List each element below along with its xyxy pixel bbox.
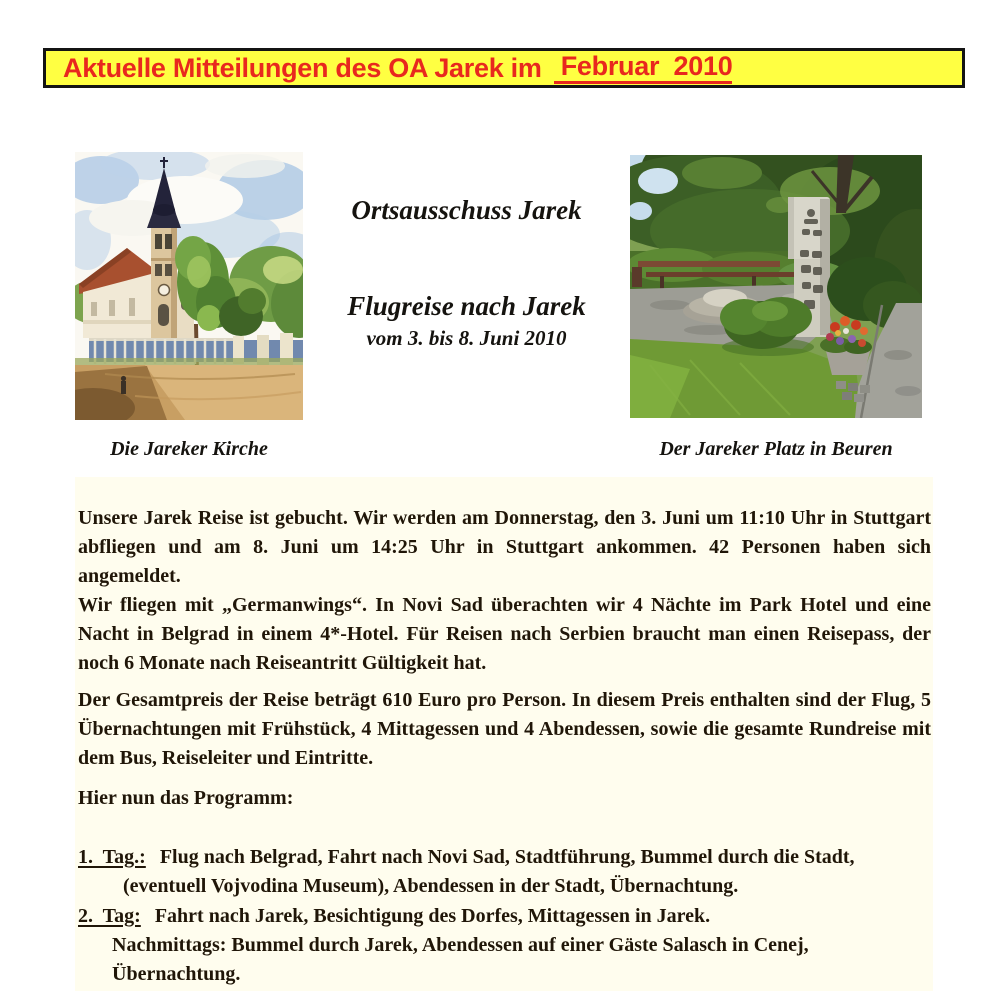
trip-dates: vom 3. bis 8. Juni 2010 xyxy=(366,326,567,350)
org-title: Ortsausschuss Jarek xyxy=(351,195,582,225)
banner-month-underlined: Februar 2010 xyxy=(554,52,733,83)
program-day-1-line2: (eventuell Vojvodina Museum), Abendessen in der Stadt, Übernachtung. xyxy=(123,875,739,897)
program-day-2-text: Fahrt nach Jarek, Besichtigung des Dorfes, Mittagessen in Jarek. xyxy=(154,905,711,927)
fence xyxy=(75,333,303,367)
program-day-2-line1 xyxy=(78,902,931,931)
platz-photo-image xyxy=(630,155,922,418)
program-day-1-label: 1. Tag.: xyxy=(78,846,146,868)
church-watercolor-image xyxy=(75,152,303,420)
center-headings xyxy=(303,152,630,420)
program-day-2-line2: Nachmittags: Bummel durch Jarek, Abendessen auf einer Gäste Salasch in Cenej, xyxy=(112,934,809,956)
caption-left: Die Jareker Kirche xyxy=(110,438,268,460)
intro-paragraph xyxy=(78,504,931,678)
intro-paragraph-part1: Unsere Jarek Reise ist gebucht. Wir werden am Donnerstag, den 3. Juni um 11:10 Uhr in Stuttgart abfliegen und am 8. Juni um 14:25 Uhr in Stuttgart ankommen. 42 Personen haben sich angemeldet. xyxy=(78,507,931,587)
trip-title: Flugreise nach Jarek xyxy=(347,291,586,321)
church-tower xyxy=(149,222,179,340)
pricing-paragraph: Der Gesamtpreis der Reise beträgt 610 Euro pro Person. In diesem Preis enthalten sind der Flug, 5 Übernachtungen mit Frühstück, 4 Mittagessen und 4 Abendessen, sowie die gesamte Rundreise mit dem Bus, Reiseleiter und Eintritte. xyxy=(78,689,931,769)
walking-figure xyxy=(121,376,126,394)
newsletter-title-banner xyxy=(43,48,965,88)
intro-paragraph-part2: Wir fliegen mit „Germanwings“. In Novi Sad überachten wir 4 Nächte im Park Hotel und eine Nacht in Belgrad in einem 4*-Hotel. Für Reisen nach Serbien braucht man einen Reisepass, der noch 6 Monate nach Reiseantritt Gültigkeit hat. xyxy=(78,594,931,674)
program-day-1-line1 xyxy=(78,843,931,872)
program-day-1 xyxy=(78,843,931,901)
program-day-1-text: Flug nach Belgrad, Fahrt nach Novi Sad, Stadtführung, Bummel durch die Stadt, xyxy=(159,846,855,868)
program-day-2-line3: Übernachtung. xyxy=(112,963,241,985)
program-day-2 xyxy=(78,902,931,989)
program-heading: Hier nun das Programm: xyxy=(78,787,294,809)
church-watercolor-svg xyxy=(75,152,303,420)
program-day-2-label: 2. Tag: xyxy=(78,905,141,927)
caption-right: Der Jareker Platz in Beuren xyxy=(659,438,893,460)
dirt-road xyxy=(75,365,303,420)
platz-photo-svg xyxy=(630,155,922,418)
banner-title-text: Aktuelle Mitteilungen des OA Jarek im xyxy=(63,52,542,83)
